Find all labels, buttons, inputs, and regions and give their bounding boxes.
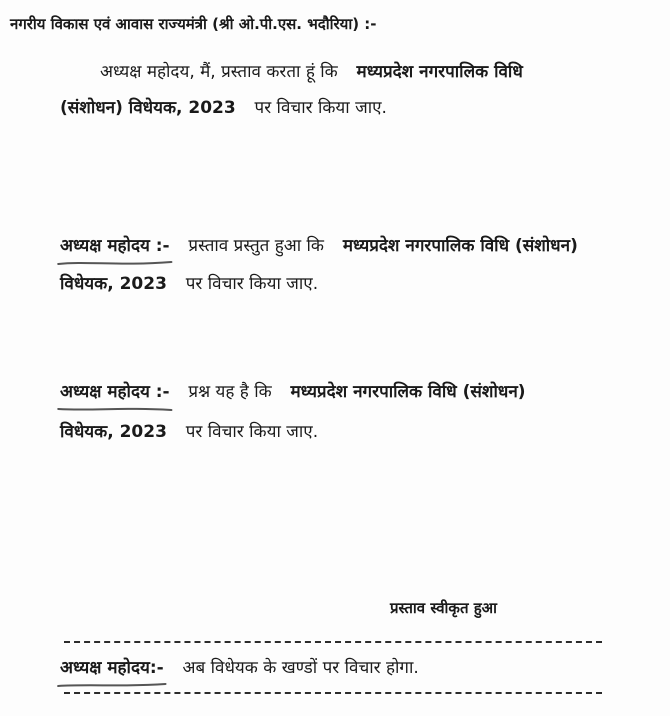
motion-paragraph-line-2 xyxy=(60,96,387,120)
approval-text: प्रस्ताव स्वीकृत हुआ xyxy=(390,599,498,617)
bill-name-bold-continued: विधेयक, 2023 xyxy=(60,422,167,442)
footer-line xyxy=(60,656,419,680)
speaker-label-chairman xyxy=(60,380,170,404)
approval-line xyxy=(390,596,497,620)
question-suffix: पर विचार किया जाए. xyxy=(185,422,319,442)
speaker-label-text: अध्यक्ष महोदय :- xyxy=(60,382,170,402)
motion-paragraph-text: अध्यक्ष महोदय, मैं, प्रस्ताव करता हूं कि xyxy=(100,62,338,82)
minister-speaker-heading xyxy=(10,12,377,36)
bill-name-bold: मध्यप्रदेश नगरपालिक विधि xyxy=(356,62,523,82)
motion-paragraph-suffix: पर विचार किया जाए. xyxy=(254,98,387,118)
bill-name-bold-continued: (संशोधन) विधेयक, 2023 xyxy=(60,98,236,118)
pen-underline-mark xyxy=(56,405,174,413)
bill-name-bold-continued: विधेयक, 2023 xyxy=(60,274,167,294)
bill-name-bold: मध्यप्रदेश नगरपालिक विधि (संशोधन) xyxy=(290,382,526,402)
proposal-presented-suffix: पर विचार किया जाए. xyxy=(185,274,319,294)
minister-speaker-text: नगरीय विकास एवं आवास राज्यमंत्री (श्री ओ.पी.एस. भदौरिया) :- xyxy=(10,15,377,33)
dashed-separator-top xyxy=(64,641,602,643)
dashed-separator-bottom xyxy=(64,692,602,694)
bill-name-bold: मध्यप्रदेश नगरपालिक विधि (संशोधन) xyxy=(342,236,578,256)
speaker-label-chairman xyxy=(60,234,170,258)
motion-paragraph-line-1 xyxy=(100,60,523,84)
pen-underline-mark xyxy=(56,259,174,267)
footer-text: अब विधेयक के खण्डों पर विचार होगा. xyxy=(182,658,419,678)
pen-underline-mark xyxy=(56,681,168,689)
proposal-presented-line-2 xyxy=(60,272,318,296)
question-line-1 xyxy=(60,380,526,404)
speaker-label-chairman xyxy=(60,656,164,680)
proposal-presented-text: प्रस्ताव प्रस्तुत हुआ कि xyxy=(188,236,324,256)
speaker-label-text: अध्यक्ष महोदय:- xyxy=(60,658,164,678)
question-text: प्रश्न यह है कि xyxy=(188,382,272,402)
speaker-label-text: अध्यक्ष महोदय :- xyxy=(60,236,170,256)
proposal-presented-line-1 xyxy=(60,234,578,258)
question-line-2 xyxy=(60,420,318,444)
